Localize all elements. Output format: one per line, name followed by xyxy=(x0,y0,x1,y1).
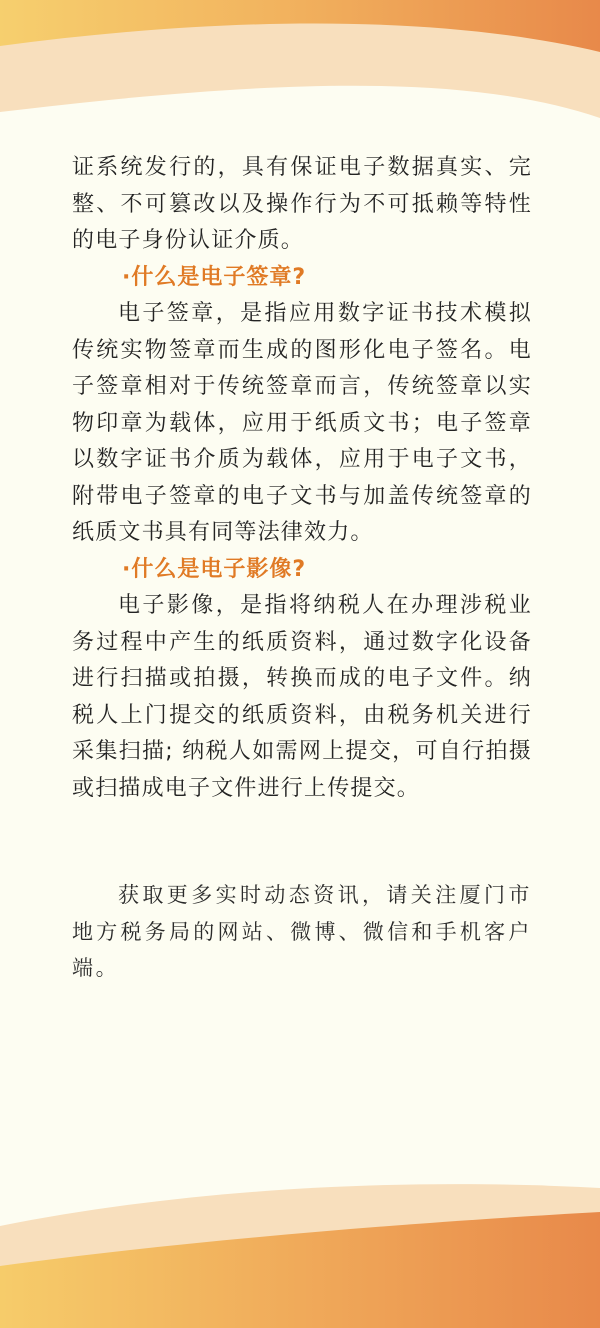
bottom-wave-decoration xyxy=(0,1148,600,1328)
e-seal-paragraph: 电子签章，是指应用数字证书技术模拟传统实物签章而生成的图形化电子签名。电子签章相对于传统签章而言，传统签章以实物印章为载体，应用于纸质文书；电子签章以数字证书介质为载体，应用于电子文书，附带电子签章的电子文书与加盖传统签章的纸质文书具有同等法律效力。 xyxy=(72,301,532,545)
footer-notice: 获取更多实时动态资讯，请关注厦门市地方税务局的网站、微博、微信和手机客户端。 xyxy=(72,883,532,980)
article-content xyxy=(72,150,532,987)
section-heading-e-seal: ·什么是电子签章? xyxy=(122,264,307,290)
section-heading-e-image: ·什么是电子影像? xyxy=(122,556,307,582)
e-image-paragraph: 电子影像，是指将纳税人在办理涉税业务过程中产生的纸质资料，通过数字化设备进行扫描或拍摄，转换而成的电子文件。纳税人上门提交的纸质资料，由税务机关进行采集扫描; 纳税人如需网上提交，可自行拍摄或扫描成电子文件进行上传提交。 xyxy=(72,593,532,801)
top-wave-decoration xyxy=(0,0,600,140)
intro-paragraph: 证系统发行的，具有保证电子数据真实、完整、不可篡改以及操作行为不可抵赖等特性的电子身份认证介质。 xyxy=(72,155,532,253)
